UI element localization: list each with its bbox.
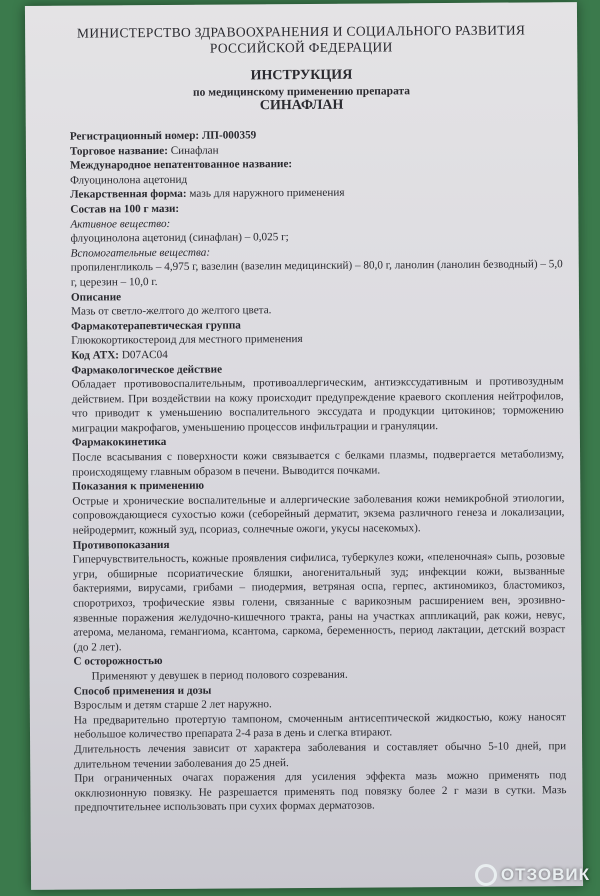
caution-heading: С осторожностью: [73, 655, 163, 668]
dosage-heading: Способ применения и дозы: [73, 684, 212, 698]
pharm-group-heading: Фармакотерапевтическая группа: [71, 319, 241, 333]
instruction-subtitle: по медицинскому применению препарата: [192, 85, 411, 99]
pharmacokinetics-heading: Фармакокинетика: [71, 436, 167, 450]
instruction-title: ИНСТРУКЦИЯ: [250, 67, 353, 84]
dosage-paragraph-1: Взрослым и детям старше 2 лет наружно.: [73, 698, 272, 712]
otzovik-logo-icon: [475, 864, 497, 886]
otzovik-watermark: [475, 864, 590, 886]
active-substance-value: флуоцинолона ацетонид (синафлан) – 0,025 г;: [70, 231, 289, 245]
contraindications-text: Гиперчувствительность, кожные проявления сифилиса, туберкулез кожи, «пеленочная» сыпь, розовые угри, обширные псориатические бляшки, аногенитальный зуд; инфекции кожи, вызванные бактериями, вирусами, грибами – пиодермия, ветряная оспа, герпес, актиномикоз, бластомикоз, споротрихоз, трофические язвы голени, связанные с варикозным расширением вен, эрозивно-язвенные поражения желудочно-кишечного тракта, раны на участках аппликаций, рак кожи, невус, атерома, меланома, гемангиома, ксантома, саркома, беременность, период лактации, детский возраст (до 2 лет).: [72, 550, 566, 654]
inn-value: Флуоцинолона ацетонид: [70, 173, 188, 187]
registration-number: Регистрационный номер: ЛП-000359: [69, 129, 257, 143]
pharmacology-heading: Фармакологическое действие: [71, 363, 223, 377]
dosage-paragraph-2: На предварительно протертую тампоном, смоченным антисептической жидкостью, кожу наносят небольшое количество препарата 2-4 раза в день и слегка втирают.: [73, 710, 566, 741]
description-heading: Описание: [70, 290, 122, 304]
excipients-value: пропиленгликоль – 4,975 г, вазелин (вазелин медицинский) – 80,0 г, ланолин (ланолин безводный) – 5,0 г, церезин – 10,0 г.: [70, 258, 563, 289]
contraindications-heading: Противопоказания: [72, 538, 170, 552]
excipients-label: Вспомогательные вещества:: [70, 246, 211, 260]
inn-label: Международное непатентованное название:: [69, 158, 293, 172]
dosage-form-value: мазь для наружного применения: [189, 187, 345, 201]
drug-name-title: СИНАФЛАН: [259, 97, 344, 114]
dosage-paragraph-4: При ограниченных очагах поражения для усиления эффекта мазь можно применять под окклюзионную повязку. Не разрешается применять под повязку более 2 г мази в сутки. Мазь предпочтительнее использовать при сухих формах дерматозов.: [74, 769, 567, 814]
ministry-line-2: РОССИЙСКОЙ ФЕДЕРАЦИИ: [209, 39, 393, 56]
description-text: Мазь от светло-желтого до желтого цвета.: [71, 304, 272, 318]
composition-label: Состав на 100 г мази:: [70, 202, 180, 216]
trade-name-value: Синафлан: [170, 144, 219, 157]
dosage-paragraph-3: Длительность лечения зависит от характера заболевания и составляет обычно 5-10 дней, при длительном течении заболевания до 25 дней.: [74, 740, 567, 771]
instruction-leaflet: [25, 2, 583, 890]
ministry-line-1: МИНИСТЕРСТВО ЗДРАВООХРАНЕНИЯ И СОЦИАЛЬНОГО РАЗВИТИЯ: [76, 22, 526, 41]
caution-text: Применяют у девушек в период полового созревания.: [91, 668, 348, 683]
ministry-header: [25, 22, 577, 58]
pharmacology-text: Обладает противовоспалительным, противоаллергическим, антиэкссудативным и противозудным действием. При воздействии на кожу происходит предупреждение краевого скопления нейтрофилов, что приводит к уменьшению воспалительного экссудата и продукции цитокинов; торможению миграции макрофагов, уменьшению процессов инфильтрации и грануляции.: [71, 375, 564, 435]
indications-text: Острые и хронические воспалительные и аллергические заболевания кожи немикробной этиологии, сопровождающиеся сухостью кожи (себорейный дерматит, экзема различного генеза и локализации, нейродермит, кожный зуд, псориаз, солнечные ожоги, укусы насекомых).: [72, 492, 565, 537]
leaflet-body: [70, 126, 567, 815]
dosage-form-label: Лекарственная форма:: [70, 188, 187, 202]
pharmacokinetics-text: После всасывания с поверхности кожи связывается с белками плазмы, подвергается метаболизму, происходящему главным образом в печени. Выводится почками.: [72, 448, 565, 479]
atc-code-label: Код АТХ:: [71, 349, 120, 362]
trade-name-label: Торговое название:: [69, 144, 168, 158]
active-substance-label: Активное вещество:: [70, 217, 171, 231]
atc-code-value: D07AC04: [121, 348, 168, 362]
watermark-text: ОТЗОВИК: [500, 865, 590, 884]
indications-heading: Показания к применению: [72, 479, 205, 493]
pharm-group-text: Глюкокортикостероид для местного применения: [71, 333, 303, 347]
